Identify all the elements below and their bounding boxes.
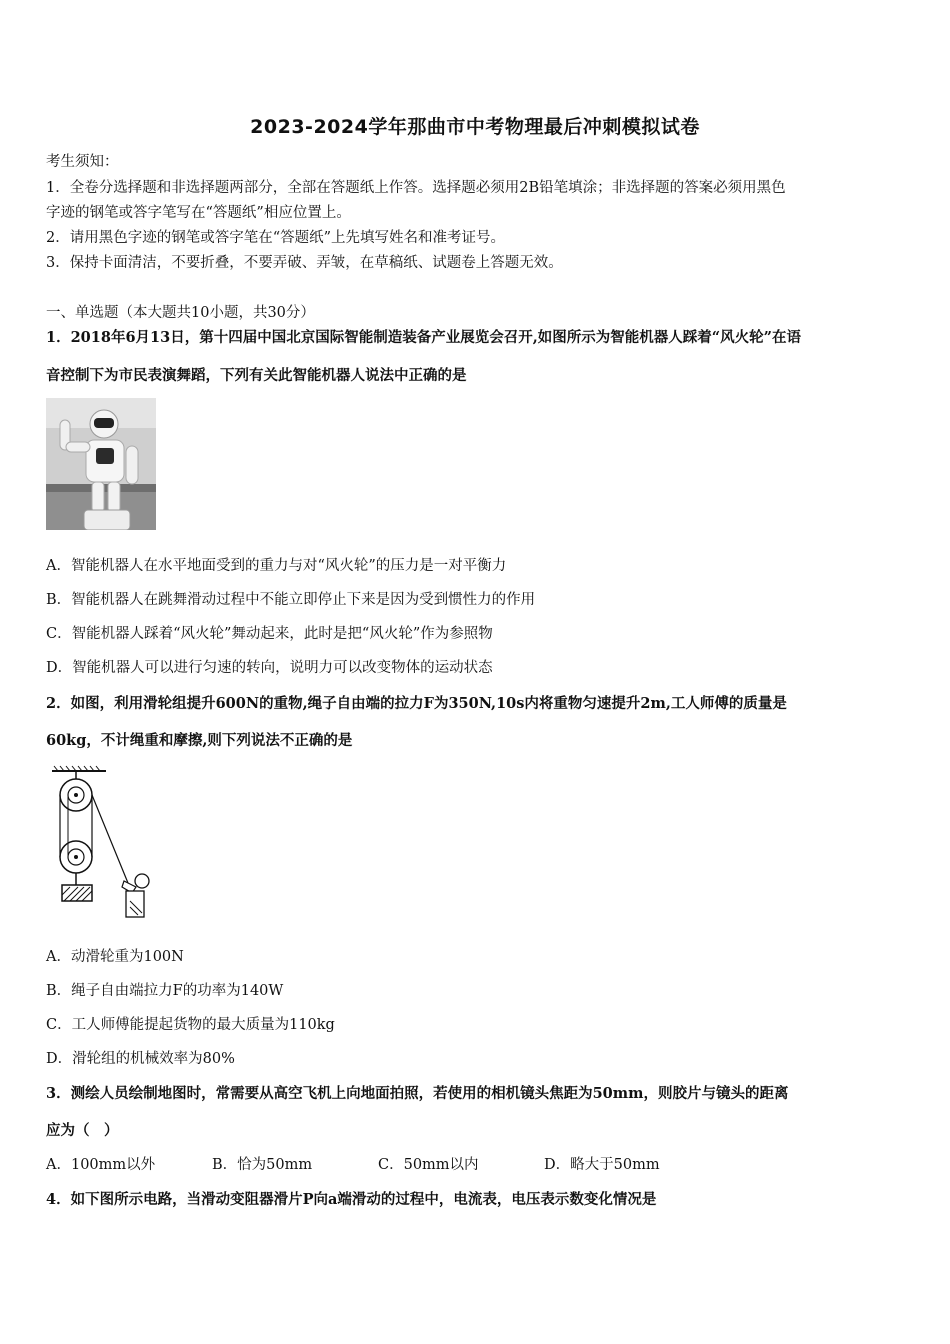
q3-option-d: D．略大于50mm (544, 1157, 660, 1173)
q1-stem-b: 音控制下为市民表演舞蹈，下列有关此智能机器人说法中正确的是 (46, 367, 467, 384)
notice-item-2: 2．请用黑色字迹的钢笔或答字笔在“答题纸”上先填写姓名和准考证号。 (46, 230, 506, 246)
robot-image (46, 398, 156, 530)
pulley-illustration (46, 765, 156, 923)
q1-option-c: C．智能机器人踩着“风火轮”舞动起来，此时是把“风火轮”作为参照物 (46, 626, 493, 642)
q2-option-a: A．动滑轮重为100N (46, 949, 184, 965)
q2-stem-a: 2．如图，利用滑轮组提升600N的重物,绳子自由端的拉力F为350N,10s内将重物匀速提升2m,工人师傅的质量是 (46, 695, 787, 712)
pulley-diagram (46, 765, 156, 923)
q3-option-b: B．恰为50mm (212, 1157, 313, 1173)
q3-stem-b: 应为（ ） (46, 1122, 119, 1139)
notice-item-3: 3．保持卡面清洁，不要折叠，不要弄破、弄皱，在草稿纸、试题卷上答题无效。 (46, 255, 563, 271)
section-heading: 一、单选题（本大题共10小题，共30分） (46, 305, 315, 321)
q3-option-c: C．50mm以内 (378, 1157, 479, 1173)
notice-item-1b: 字迹的钢笔或答字笔写在“答题纸”相应位置上。 (46, 205, 351, 221)
q2-option-d: D．滑轮组的机械效率为80% (46, 1051, 235, 1067)
q2-option-b: B．绳子自由端拉力F的功率为140W (46, 983, 284, 999)
q3-stem-a: 3．测绘人员绘制地图时，常需要从高空飞机上向地面拍照，若使用的相机镜头焦距为50mm，则胶片与镜头的距离 (46, 1085, 789, 1102)
notice-item-1a: 1．全卷分选择题和非选择题两部分，全部在答题纸上作答。选择题必须用2B铅笔填涂；非选择题的答案必须用黑色 (46, 180, 786, 196)
q1-option-d: D．智能机器人可以进行匀速的转向，说明力可以改变物体的运动状态 (46, 660, 493, 676)
q1-option-b: B．智能机器人在跳舞滑动过程中不能立即停止下来是因为受到惯性力的作用 (46, 592, 536, 608)
q1-stem-a: 1．2018年6月13日，第十四届中国北京国际智能制造装备产业展览会召开,如图所示为智能机器人踩着“风火轮”在语 (46, 329, 801, 346)
q3-option-a: A．100mm以外 (46, 1157, 156, 1173)
q2-option-c: C．工人师傅能提起货物的最大质量为110kg (46, 1017, 335, 1033)
q4-stem: 4．如下图所示电路，当滑动变阻器滑片P向a端滑动的过程中，电流表，电压表示数变化情况是 (46, 1191, 657, 1208)
robot-illustration (46, 398, 156, 530)
q3-options (46, 1155, 916, 1175)
notice-heading: 考生须知： (46, 154, 119, 170)
q1-option-a: A．智能机器人在水平地面受到的重力与对“风火轮”的压力是一对平衡力 (46, 558, 507, 574)
q2-stem-b: 60kg，不计绳重和摩擦,则下列说法不正确的是 (46, 732, 353, 749)
page-title: 2023-2024学年那曲市中考物理最后冲刺模拟试卷 (250, 116, 700, 138)
